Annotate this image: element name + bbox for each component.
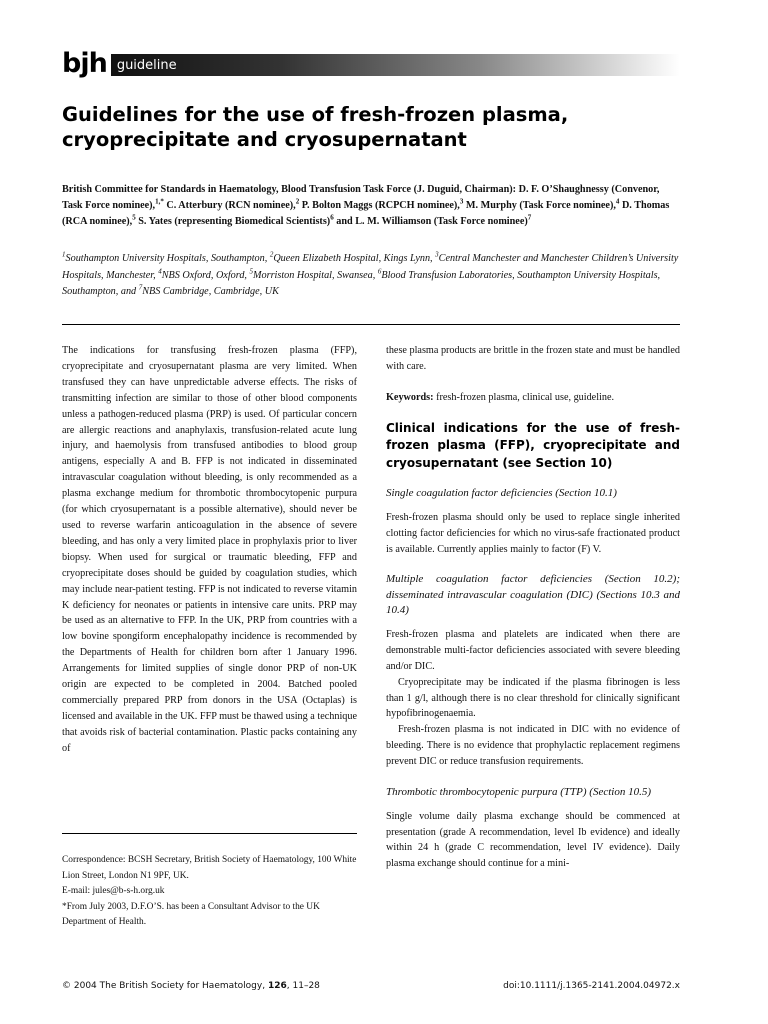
- keywords-value: fresh-frozen plasma, clinical use, guideline.: [436, 391, 615, 403]
- subsection-text-multiple-factor-2: Cryoprecipitate may be indicated if the plasma fibrinogen is less than 1 g/l, although there is no clear threshold for clinically significant hypofibrinogenaemia.: [386, 676, 680, 720]
- section-divider: [62, 324, 680, 325]
- correspondence-note: *From July 2003, D.F.O’S. has been a Consultant Advisor to the UK Department of Health.: [62, 901, 320, 927]
- subsection-heading-multiple-factor: Multiple coagulation factor deficiencies (Section 10.2); disseminated intravascular coagulation (DIC) (Sections 10.3 and 10.4): [386, 573, 680, 617]
- copyright-text: © 2004 The British Society for Haematology,: [62, 981, 266, 991]
- header-band-label: guideline: [116, 57, 177, 73]
- subsection-heading-ttp: Thrombotic thrombocytopenic purpura (TTP) (Section 10.5): [386, 786, 651, 799]
- journal-header: [62, 46, 680, 80]
- header-band: [111, 54, 680, 76]
- author-list: British Committee for Standards in Haematology, Blood Transfusion Task Force (J. Duguid, Chairman): D. F. O’Shaughnessy (Convenor, Task Force nominee),$^{1,*}$ C. Atterbury (RCN nominee),$^2$ P. Bolton Maggs (RCPCH nominee),$^3$ M. Murphy (Task Force nominee),$^4$ D. Thomas (RCA nominee),$^5$ S. Yates (representing Biomedical Scientists)$^6$ and L. M. Williamson (Task Force nominee)$^7$: [62, 184, 670, 227]
- subsection-text-multiple-factor-3: Fresh-frozen plasma is not indicated in DIC with no evidence of bleeding. There is no evidence that prophylactic replacement regimens prevent DIC or reduce transfusion requirements.: [386, 724, 680, 768]
- subsection-heading-single-factor: Single coagulation factor deficiencies (Section 10.1): [386, 487, 617, 500]
- affiliations: $^1$Southampton University Hospitals, Southampton, $^2$Queen Elizabeth Hospital, Kings Lynn, $^3$Central Manchester and Manchester Children’s University Hospitals, Manchester, $^4$NBS Oxford, Oxford, $^5$Morriston Hospital, Swansea, $^6$Blood Transfusion Laboratories, Southampton University Hospitals, Southampton, and $^7$NBS Cambridge, Cambridge, UK: [62, 250, 679, 297]
- correspondence-email: E-mail: jules@b-s-h.org.uk: [62, 886, 165, 896]
- keywords-label: Keywords:: [386, 391, 434, 403]
- right-column: [386, 343, 680, 872]
- section-heading: Clinical indications for the use of fresh-frozen plasma (FFP), cryoprecipitate and cryosupernatant (see Section 10): [386, 420, 680, 470]
- page-range: , 11–28: [286, 981, 320, 991]
- article-title: Guidelines for the use of fresh-frozen plasma, cryoprecipitate and cryosupernatant: [62, 103, 569, 151]
- subsection-text-ttp: Single volume daily plasma exchange should be commenced at presentation (grade A recommendation, level Ib evidence) and ideally within 24 h (grade C recommendation, level IV evidence). Daily plasma exchange should continue for a mini-: [386, 810, 680, 870]
- abstract-continued: these plasma products are brittle in the frozen state and must be handled with care.: [386, 345, 680, 372]
- subsection-text-single-factor: Fresh-frozen plasma should only be used to replace single inherited clotting factor deficiencies for which no virus-safe fractionated product is available. Currently applies mainly to factor (F) V.: [386, 511, 680, 555]
- abstract-text: The indications for transfusing fresh-frozen plasma (FFP), cryoprecipitate and cryosupernatant plasma are very limited. When transfused they can have unpredictable adverse effects. The risks of transmitting infection are similar to those of other blood components unless a pathogen-reduced plasma (PRP) is used. Of particular concern are allergic reactions and anaphylaxis, transfusion-related acute lung injury, and haemolysis from transfused antibodies to blood group antigens, especially A and B. FFP is not indicated in disseminated intravascular coagulation without bleeding, is only recommended as a plasma exchange medium for thrombotic thrombocytopenic purpura (for which cryosupernatant is a possible alternative), should never be used to reverse warfarin anticoagulation in the absence of severe bleeding, and has only a very limited place in prophylaxis prior to liver biopsy. When used for surgical or traumatic bleeding, FFP and cryoprecipitate doses should be guided by coagulation studies, which may include near-patient testing. FFP is not indicated to reverse vitamin K deficiency for neonates or patients in intensive care units. PRP may be used as an alternative to FFP. In the UK, PRP from countries with a low bovine spongiform encephalopathy incidence is recommended by the Departments of Health for children born after 1 January 1996. Arrangements for limited supplies of single donor PRP of non-UK origin are expected to be completed in 2004. Batched pooled commercially prepared PRP from donors in the USA (Octaplas) is licensed and available in the UK. FFP must be thawed using a technique that avoids risk of bacterial contamination. Plastic packs containing any of: [62, 345, 357, 754]
- correspondence-block: [62, 853, 357, 931]
- footnote-divider: [62, 833, 357, 834]
- correspondence-address: Correspondence: BCSH Secretary, British Society of Haematology, 100 White Lion Street, London N1 9PF, UK.: [62, 855, 357, 881]
- copyright-footer: [62, 981, 320, 991]
- doi-footer: doi:10.1111/j.1365-2141.2004.04972.x: [503, 981, 680, 991]
- subsection-text-multiple-factor-1: Fresh-frozen plasma and platelets are indicated when there are demonstrable multi-factor deficiencies associated with severe bleeding and/or DIC.: [386, 628, 680, 672]
- keywords-line: [386, 390, 680, 406]
- journal-logo: bjh: [62, 47, 107, 79]
- volume-number: 126: [267, 981, 287, 991]
- left-column: [62, 343, 357, 757]
